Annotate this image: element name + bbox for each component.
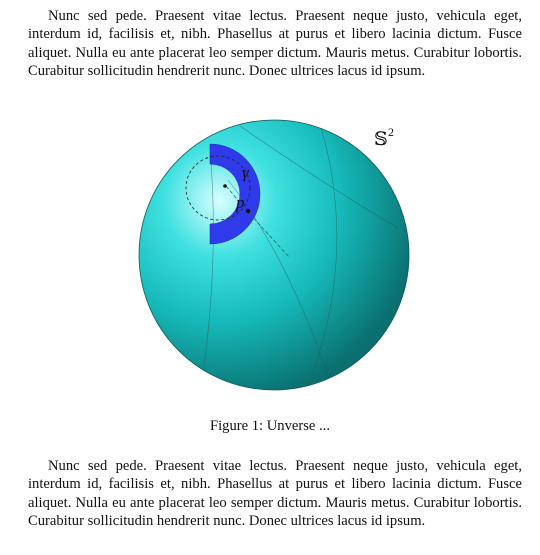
sphere-figure — [130, 108, 430, 408]
paragraph-bottom: Nunc sed pede. Praesent vitae lectus. Praesent neque justo, vehicula eget, interdum id, facilisis et, nibh. Phasellus at purus et libero lacinia dictum. Fusce aliquet. Nulla eu ante placerat leo semper dictum. Mauris metus. Curabitur lobortis. Curabitur sollicitudin hendrerit nunc. Donec ultrices lacus id ipsum. — [28, 458, 522, 530]
gamma-label: γ — [242, 163, 249, 182]
sphere-label-superscript: 2 — [388, 125, 394, 139]
paragraph-top: Nunc sed pede. Praesent vitae lectus. Praesent neque justo, vehicula eget, interdum id, facilisis et, nibh. Phasellus at purus et libero lacinia dictum. Fusce aliquet. Nulla eu ante placerat leo semper dictum. Mauris metus. Curabitur lobortis. Curabitur sollicitudin hendrerit nunc. Donec ultrices lacus id ipsum. — [28, 8, 522, 80]
sphere — [139, 120, 409, 390]
figure-caption: Figure 1: Unverse ... — [210, 418, 330, 434]
p-label: p — [236, 193, 245, 212]
point-p — [246, 209, 250, 213]
sphere-label: 𝕊 — [374, 128, 388, 150]
center-point — [223, 184, 227, 188]
